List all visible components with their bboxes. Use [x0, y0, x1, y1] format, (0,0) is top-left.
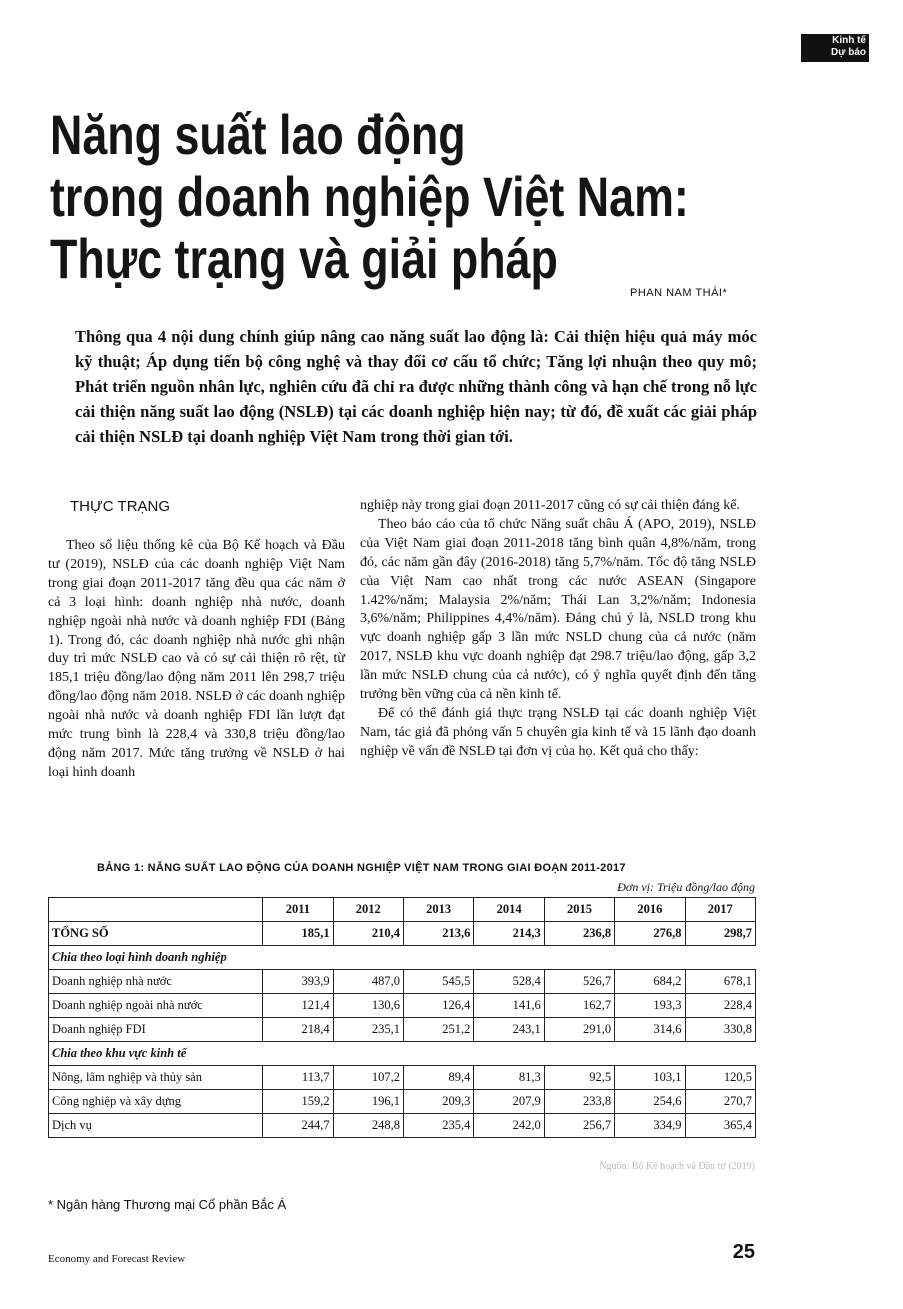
- value-cell: 214,3: [474, 922, 544, 946]
- value-cell: 130,6: [333, 994, 403, 1018]
- value-cell: 81,3: [474, 1066, 544, 1090]
- value-cell: 298,7: [685, 922, 755, 946]
- row-label: Chia theo khu vực kinh tế: [49, 1042, 756, 1066]
- table-header-row: [49, 898, 756, 922]
- value-cell: 233,8: [544, 1090, 614, 1114]
- row-label: Công nghiệp và xây dựng: [49, 1090, 263, 1114]
- value-cell: 209,3: [403, 1090, 473, 1114]
- title-line-3: Thực trạng và giải pháp: [50, 227, 558, 290]
- header-year-cell: 2011: [263, 898, 333, 922]
- value-cell: 120,5: [685, 1066, 755, 1090]
- article-title: [50, 104, 850, 290]
- table-row: [49, 1090, 756, 1114]
- value-cell: 162,7: [544, 994, 614, 1018]
- value-cell: 256,7: [544, 1114, 614, 1138]
- paragraph: Để có thể đánh giá thực trạng NSLĐ tại các doanh nghiệp Việt Nam, tác giả đã phỏng vấn 5 chuyên gia kinh tế và 15 lãnh đạo doanh nghiệp về vấn đề NSLĐ tại đơn vị của họ. Kết quả cho thấy:: [360, 705, 756, 759]
- header-blank-cell: [49, 898, 263, 922]
- value-cell: 126,4: [403, 994, 473, 1018]
- row-label: Dịch vụ: [49, 1114, 263, 1138]
- table-caption: BẢNG 1: NĂNG SUẤT LAO ĐỘNG CỦA DOANH NGHIỆP VIỆT NAM TRONG GIAI ĐOẠN 2011-2017: [97, 862, 626, 874]
- table-group-row: [49, 1042, 756, 1066]
- value-cell: 276,8: [615, 922, 685, 946]
- header-year-cell: 2014: [474, 898, 544, 922]
- page-number: 25: [732, 1241, 755, 1263]
- value-cell: 243,1: [474, 1018, 544, 1042]
- logo-line-1: Kinh tế: [832, 35, 866, 46]
- value-cell: 684,2: [615, 970, 685, 994]
- value-cell: 244,7: [263, 1114, 333, 1138]
- value-cell: 236,8: [544, 922, 614, 946]
- value-cell: 248,8: [333, 1114, 403, 1138]
- value-cell: 334,9: [615, 1114, 685, 1138]
- value-cell: 242,0: [474, 1114, 544, 1138]
- journal-name: Economy and Forecast Review: [48, 1253, 186, 1265]
- journal-logo: [801, 34, 869, 62]
- value-cell: 210,4: [333, 922, 403, 946]
- value-cell: 365,4: [685, 1114, 755, 1138]
- table-row: [49, 1066, 756, 1090]
- header-year-cell: 2017: [685, 898, 755, 922]
- value-cell: 92,5: [544, 1066, 614, 1090]
- value-cell: 393,9: [263, 970, 333, 994]
- value-cell: 113,7: [263, 1066, 333, 1090]
- table-group-row: [49, 946, 756, 970]
- title-line-2: trong doanh nghiệp Việt Nam:: [50, 165, 689, 228]
- table-source: Nguồn: Bộ Kế hoạch và Đầu tư (2019): [599, 1161, 755, 1172]
- row-label: Chia theo loại hình doanh nghiệp: [49, 946, 756, 970]
- table-row: [49, 922, 756, 946]
- section-heading: THỰC TRẠNG: [70, 498, 171, 515]
- table-row: [49, 970, 756, 994]
- value-cell: 545,5: [403, 970, 473, 994]
- value-cell: 678,1: [685, 970, 755, 994]
- value-cell: 291,0: [544, 1018, 614, 1042]
- value-cell: 251,2: [403, 1018, 473, 1042]
- paragraph-continuation: nghiệp này trong giai đoạn 2011-2017 cũng có sự cải thiện đáng kể.: [360, 498, 740, 513]
- logo-line-2: Dự báo: [830, 47, 866, 58]
- footnote: * Ngân hàng Thương mại Cổ phần Bắc Á: [48, 1197, 287, 1212]
- author-name: PHAN NAM THÁI*: [630, 287, 728, 299]
- value-cell: 254,6: [615, 1090, 685, 1114]
- left-column: [48, 497, 345, 783]
- abstract: Thông qua 4 nội dung chính giúp nâng cao năng suất lao động là: Cải thiện hiệu quả máy móc kỹ thuật; Áp dụng tiến bộ công nghệ và thay đổi cơ cấu tổ chức; Tăng lợi nhuận theo quy mô; Phát triển nguồn nhân lực, nghiên cứu đã chỉ ra được những thành công và hạn chế trong nỗ lực cải thiện năng suất lao động (NSLĐ) tại các doanh nghiệp hiện nay; từ đó, đề xuất các giải pháp cải thiện NSLĐ tại doanh nghiệp Việt Nam trong thời gian tới.: [75, 327, 757, 446]
- value-cell: 121,4: [263, 994, 333, 1018]
- table-row: [49, 1114, 756, 1138]
- row-label: Doanh nghiệp nhà nước: [49, 970, 263, 994]
- paragraph: Theo số liệu thống kê của Bộ Kế hoạch và Đầu tư (2019), NSLĐ của các doanh nghiệp Việt Nam trong giai đoạn 2011-2017 tăng đều qua các năm ở cả 3 loại hình: doanh nghiệp nhà nước, doanh nghiệp ngoài nhà nước và doanh nghiệp FDI (Bảng 1). Trong đó, các doanh nghiệp nhà nước ghi nhận duy trì mức NSLĐ cao và có sự cải thiện rõ rệt, từ 185,1 triệu đồng/lao động năm 2011 lên 298,7 triệu đồng/lao động năm 2018. NSLĐ ở các doanh nghiệp ngoài nhà nước và doanh nghiệp FDI lần lượt đạt mức trung bình là 228,4 và 330,8 triệu đồng/lao động năm 2017. Mức tăng trưởng về NSLĐ ở hai loại hình doanh: [48, 538, 345, 780]
- value-cell: 314,6: [615, 1018, 685, 1042]
- value-cell: 487,0: [333, 970, 403, 994]
- value-cell: 207,9: [474, 1090, 544, 1114]
- value-cell: 159,2: [263, 1090, 333, 1114]
- value-cell: 235,1: [333, 1018, 403, 1042]
- value-cell: 228,4: [685, 994, 755, 1018]
- row-label: Doanh nghiệp ngoài nhà nước: [49, 994, 263, 1018]
- row-label: Nông, lâm nghiệp và thủy sản: [49, 1066, 263, 1090]
- value-cell: 103,1: [615, 1066, 685, 1090]
- value-cell: 526,7: [544, 970, 614, 994]
- table-row: [49, 994, 756, 1018]
- header-year-cell: 2016: [615, 898, 685, 922]
- value-cell: 213,6: [403, 922, 473, 946]
- value-cell: 141,6: [474, 994, 544, 1018]
- value-cell: 330,8: [685, 1018, 755, 1042]
- table-unit: Đơn vị: Triệu đồng/lao động: [617, 880, 755, 894]
- right-column: [360, 497, 756, 762]
- value-cell: 107,2: [333, 1066, 403, 1090]
- value-cell: 193,3: [615, 994, 685, 1018]
- row-label: TỔNG SỐ: [49, 922, 263, 946]
- value-cell: 528,4: [474, 970, 544, 994]
- table-row: [49, 1018, 756, 1042]
- paragraph: Theo báo cáo của tổ chức Năng suất châu Á (APO, 2019), NSLĐ của Việt Nam giai đoạn 2011-2018 tăng bình quân 4,8%/năm, trong đó, các năm gần đây (2016-2018) tăng 5,7%/năm. Tốc độ tăng NSLĐ của Việt Nam cao nhất trong các nước ASEAN (Singapore 1.42%/năm; Malaysia 2%/năm; Thái Lan 3,2%/năm; Indonesia 3,6%/năm; Philippines 4,4%/năm). Đáng chú ý là, NSLD trong khu vực doanh nghiệp gấp 3 lần mức NSLD chung của cả nước (năm 2017, NSLĐ khu vực doanh nghiệp đạt 298.7 triệu/lao động, gấp 3,2 lần mức NSLĐ chung của cả nước), có ý nghĩa quyết định đến tăng trưởng bền vững của cả nền kinh tế.: [360, 516, 756, 703]
- value-cell: 185,1: [263, 922, 333, 946]
- value-cell: 235,4: [403, 1114, 473, 1138]
- value-cell: 196,1: [333, 1090, 403, 1114]
- title-line-1: Năng suất lao động: [50, 103, 466, 166]
- header-year-cell: 2012: [333, 898, 403, 922]
- header-year-cell: 2013: [403, 898, 473, 922]
- value-cell: 89,4: [403, 1066, 473, 1090]
- value-cell: 218,4: [263, 1018, 333, 1042]
- value-cell: 270,7: [685, 1090, 755, 1114]
- productivity-table: [48, 897, 756, 1138]
- row-label: Doanh nghiệp FDI: [49, 1018, 263, 1042]
- header-year-cell: 2015: [544, 898, 614, 922]
